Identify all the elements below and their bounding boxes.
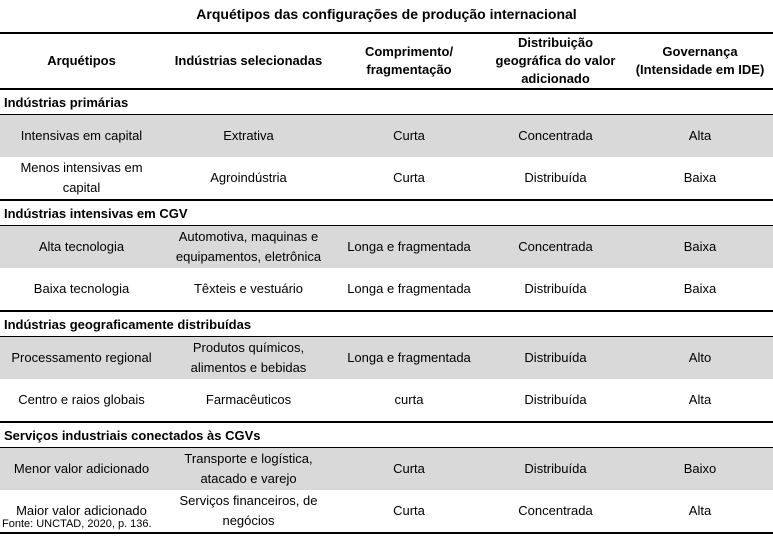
- table-row: [0, 337, 773, 380]
- table-cell: Alta tecnologia: [0, 226, 163, 269]
- table-cell: Distribuída: [524, 170, 587, 185]
- table-cell: Distribuída: [524, 281, 587, 296]
- table-cell: Produtos químicos, alimentos e bebidas: [163, 337, 334, 380]
- table-title: Arquétipos das configurações de produção internacional: [196, 6, 577, 22]
- table-cell: Baixo: [627, 448, 773, 491]
- table-row: [0, 379, 773, 422]
- table-cell: Processamento regional: [0, 337, 163, 380]
- table-cell: Baixa: [683, 281, 717, 296]
- header-cell: Distribuição geográfica do valor adicionado: [484, 33, 627, 89]
- group-label: Serviços industriais conectados às CGVs: [0, 422, 773, 448]
- table-cell: Transporte e logística, atacado e varejo: [163, 448, 334, 491]
- table-cell: Baixa: [627, 226, 773, 269]
- table-cell: Curta: [393, 170, 425, 185]
- table-cell: Alto: [627, 337, 773, 380]
- header-row: [0, 33, 773, 89]
- table-row: [0, 226, 773, 269]
- header-cell: Comprimento/ fragmentação: [334, 33, 484, 89]
- table-row: [0, 157, 773, 200]
- table-cell: Concentrada: [484, 490, 627, 533]
- table-cell: Curta: [334, 448, 484, 491]
- table-cell: Baixa tecnologia: [33, 281, 130, 296]
- table-row: [0, 448, 773, 491]
- header-cell: Indústrias selecionadas: [163, 33, 334, 89]
- table-cell: Longa e fragmentada: [334, 226, 484, 269]
- archetypes-table: [0, 32, 773, 534]
- table-cell: Alta: [627, 490, 773, 533]
- source-note: Fonte: UNCTAD, 2020, p. 136.: [2, 518, 152, 530]
- table-cell: Curta: [334, 490, 484, 533]
- table-cell: Alta: [627, 115, 773, 158]
- table-cell: Concentrada: [484, 115, 627, 158]
- table-cell: curta: [394, 392, 424, 407]
- table-cell: Curta: [334, 115, 484, 158]
- table-cell: Extrativa: [163, 115, 334, 158]
- table-row: [0, 268, 773, 311]
- table-cell: Têxteis e vestuário: [193, 281, 304, 296]
- table-row: [0, 115, 773, 158]
- table-cell: Serviços financeiros, de negócios: [163, 490, 334, 533]
- table-cell: Alta: [688, 392, 712, 407]
- table-cell: Automotiva, maquinas e equipamentos, eletrônica: [163, 226, 334, 269]
- group-row: [0, 200, 773, 226]
- group-row: [0, 89, 773, 115]
- header-cell: Governança (Intensidade em IDE): [627, 33, 773, 89]
- table-cell: Longa e fragmentada: [347, 281, 471, 296]
- table-cell: Distribuída: [484, 448, 627, 491]
- table-cell: Baixa: [683, 170, 717, 185]
- table-cell: Menor valor adicionado: [0, 448, 163, 491]
- table-cell: Distribuída: [524, 392, 587, 407]
- group-row: [0, 422, 773, 448]
- group-label: Indústrias intensivas em CGV: [0, 200, 773, 226]
- table-cell: Intensivas em capital: [0, 115, 163, 158]
- table-cell: Centro e raios globais: [18, 392, 145, 407]
- group-label: Indústrias primárias: [0, 89, 773, 115]
- table-cell: Longa e fragmentada: [334, 337, 484, 380]
- table-cell: Menos intensivas em capital: [20, 160, 143, 195]
- group-row: [0, 311, 773, 337]
- table-cell: Agroindústria: [210, 170, 287, 185]
- header-cell: Arquétipos: [0, 33, 163, 89]
- group-label: Indústrias geograficamente distribuídas: [0, 311, 773, 337]
- table-cell: Concentrada: [484, 226, 627, 269]
- table-cell: Distribuída: [484, 337, 627, 380]
- table-cell: Maior valor adicionado: [0, 490, 163, 533]
- table-cell: Farmacêuticos: [205, 392, 292, 407]
